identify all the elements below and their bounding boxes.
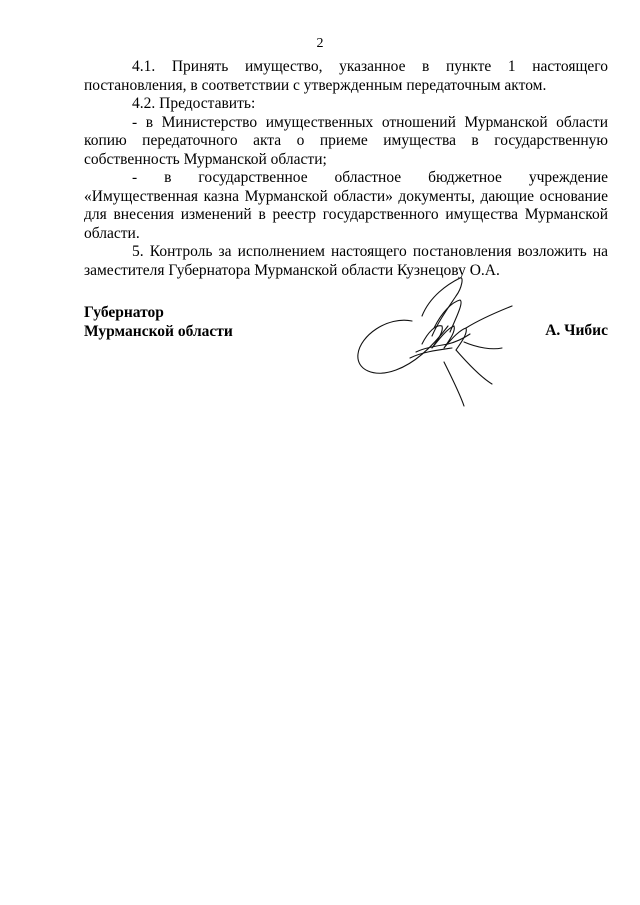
paragraph-4-2-institution: - в государственное областное бюджетное учреждение «Имущественная казна Мурманской области» документы, дающие основание для внесения изменений в реестр государственного имущества Мурманской области.	[84, 169, 608, 242]
page-number: 2	[316, 36, 324, 51]
document-body	[84, 58, 608, 280]
signature-block	[0, 300, 640, 420]
signer-name: А. Чибис	[545, 322, 608, 339]
signer-title	[84, 304, 233, 341]
signer-title-line2: Мурманской области	[84, 322, 233, 340]
handwritten-signature	[352, 266, 522, 416]
signer-title-line1: Губернатор	[84, 304, 164, 321]
paragraph-4-2-ministry: - в Министерство имущественных отношений Мурманской области копию передаточного акта о приеме имущества в государственную собственность Мурманской области;	[84, 113, 608, 168]
paragraph-4-1: 4.1. Принять имущество, указанное в пункте 1 настоящего постановления, в соответствии с утвержденным передаточным актом.	[84, 58, 608, 94]
paragraph-4-2: 4.2. Предоставить:	[132, 95, 256, 112]
paragraph-5: 5. Контроль за исполнением настоящего постановления возложить на заместителя Губернатора Мурманской области Кузнецову О.А.	[84, 243, 608, 279]
